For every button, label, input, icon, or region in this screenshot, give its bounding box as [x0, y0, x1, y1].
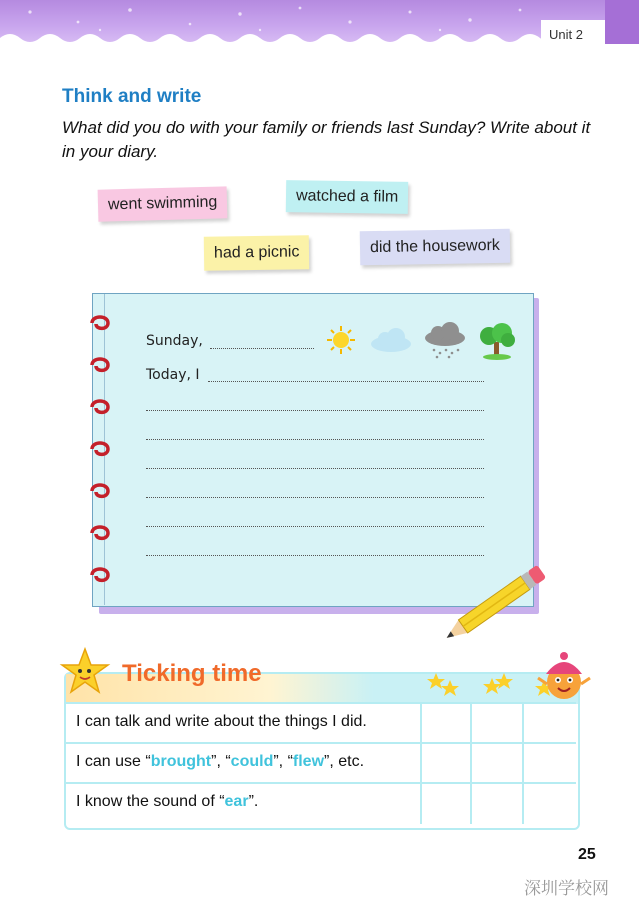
row-text: I can use “ [76, 753, 151, 770]
spiral-ring-icon [88, 396, 114, 418]
sun-icon[interactable] [324, 318, 358, 362]
diary-writing-line[interactable] [146, 497, 484, 498]
cloud-icon[interactable] [368, 318, 414, 362]
keyword-brought: brought [150, 753, 212, 770]
row-text: ”, “ [273, 753, 293, 770]
row-text: ”, “ [211, 753, 231, 770]
spiral-ring-icon [88, 438, 114, 460]
unit-label-tab [541, 20, 605, 50]
row-text: ”, etc. [324, 753, 365, 770]
spiral-ring-icon [88, 354, 114, 376]
unit-label: Unit 2 [549, 27, 583, 42]
row-statement: I can talk and write about the things I did. [76, 713, 367, 730]
tick-box[interactable] [523, 703, 573, 743]
phrase-card-watched-a-film: watched a film [286, 180, 409, 214]
spiral-ring-icon [88, 312, 114, 334]
tick-box[interactable] [523, 783, 573, 823]
diary-date-line[interactable] [210, 348, 314, 349]
tick-box[interactable] [421, 783, 471, 823]
diary-writing-line[interactable] [146, 526, 484, 527]
pencil-icon [430, 556, 560, 652]
ticking-time-title: Ticking time [122, 660, 262, 687]
table-row [64, 782, 420, 822]
keyword-could: could [230, 753, 274, 770]
keyword-ear: ear [224, 793, 249, 810]
diary-writing-line[interactable] [208, 381, 484, 382]
tick-box[interactable] [421, 703, 471, 743]
tick-box[interactable] [523, 743, 573, 783]
diary-today-label: Today, I [146, 367, 200, 383]
diary-writing-line[interactable] [146, 468, 484, 469]
section-title: Think and write [62, 86, 202, 107]
spiral-ring-icon [88, 522, 114, 544]
tick-box[interactable] [421, 743, 471, 783]
row-text: I know the sound of “ [76, 793, 225, 810]
phrase-card-did-the-housework: did the housework [360, 229, 510, 266]
row-text: ”. [248, 793, 259, 810]
table-row [64, 702, 420, 742]
keyword-flew: flew [292, 753, 325, 770]
phrase-card-went-swimming: went swimming [98, 186, 228, 221]
page-number: 25 [578, 846, 596, 863]
star-mascot-icon [58, 646, 112, 698]
tree-icon[interactable] [476, 318, 518, 362]
tick-box[interactable] [471, 703, 521, 743]
rain-cloud-icon[interactable] [422, 318, 468, 362]
diary-writing-line[interactable] [146, 410, 484, 411]
unit-side-tab [605, 0, 639, 44]
watermark: 深圳学校网 [524, 879, 609, 899]
instruction-text: What did you do with your family or friends last Sunday? Write about it in your diary. [62, 118, 591, 161]
tick-box[interactable] [471, 783, 521, 823]
diary-sunday-label: Sunday, [146, 333, 203, 349]
diary-writing-line[interactable] [146, 439, 484, 440]
spiral-ring-icon [88, 564, 114, 586]
table-row [64, 742, 420, 782]
phrase-card-had-a-picnic: had a picnic [204, 235, 310, 270]
ball-mascot-icon [532, 648, 598, 708]
tick-box[interactable] [471, 743, 521, 783]
spiral-ring-icon [88, 480, 114, 502]
